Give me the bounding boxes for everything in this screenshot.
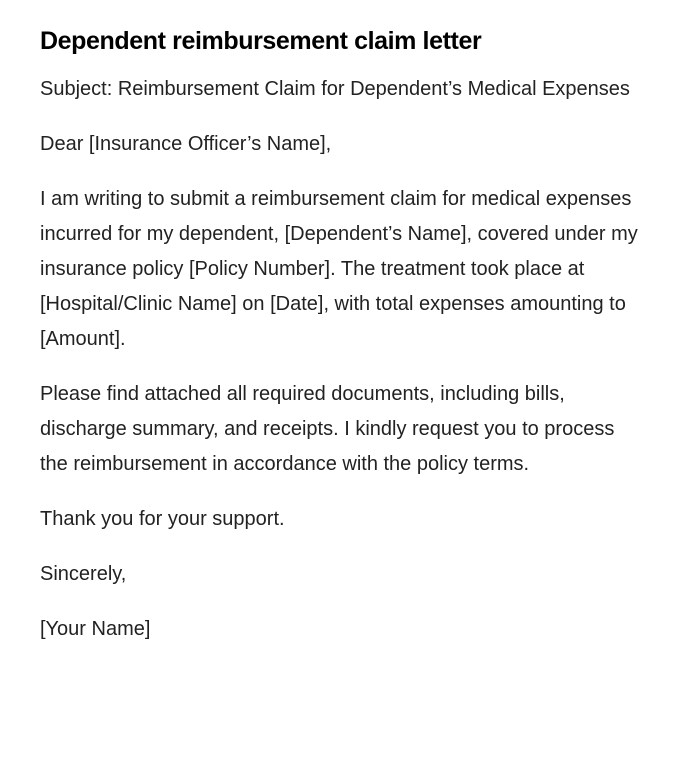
signature-placeholder: [Your Name] xyxy=(40,618,151,640)
thanks-line: Thank you for your support. xyxy=(40,508,285,530)
closing-line: Sincerely, xyxy=(40,563,127,585)
page-title: Dependent reimbursement claim letter xyxy=(40,27,482,55)
body-paragraph-claim-details: I am writing to submit a reimbursement claim for medical expenses incurred for my dependent, [Dependent’s Name], covered under my insurance policy [Policy Number]. The treatment took place at [Hospital/Clinic Name] on [Date], with total expenses amounting to [Amount]. xyxy=(40,188,638,350)
salutation: Dear [Insurance Officer’s Name], xyxy=(40,133,332,155)
body-paragraph-documents-request: Please find attached all required documents, including bills, discharge summary, and receipts. I kindly request you to process the reimbursement in accordance with the policy terms. xyxy=(40,383,615,475)
subject-line: Subject: Reimbursement Claim for Dependent’s Medical Expenses xyxy=(40,78,630,100)
